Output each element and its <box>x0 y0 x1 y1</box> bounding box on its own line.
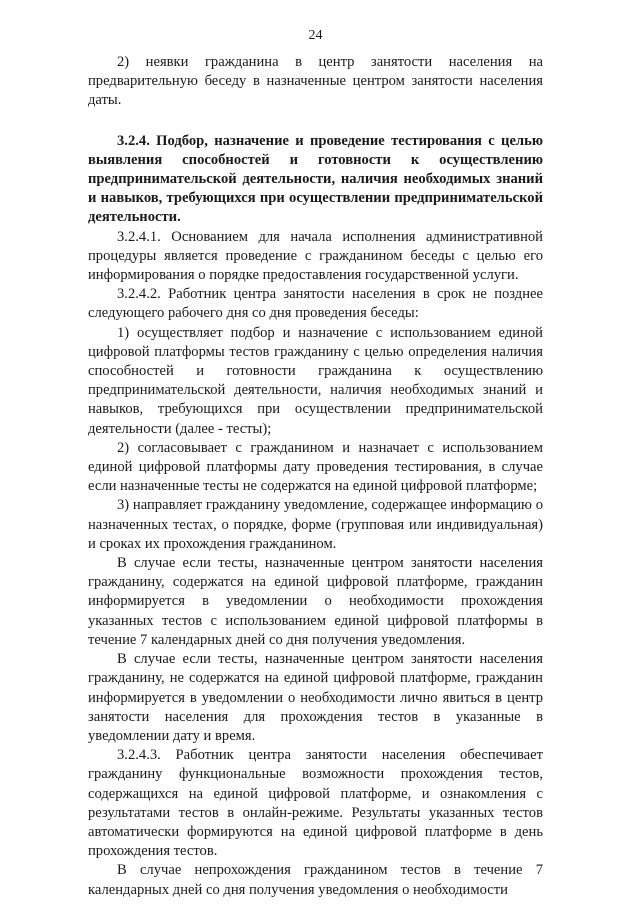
paragraph-non-completion: В случае непрохождения гражданином тестов в течение 7 календарных дней со дня получения уведомления о необходимости <box>88 862 543 898</box>
paragraph-tests-not-on-platform: В случае если тесты, назначенные центром занятости населения гражданину, не содержатся на единой цифровой платформе, гражданин информируется в уведомлении о необходимости лично явиться в центр занятости населения для прохождения тестов в указанные в уведомлении дату и время. <box>88 651 543 744</box>
paragraph-item-2: 2) неявки гражданина в центр занятости населения на предварительную беседу в назначенные центром занятости населения даты. <box>88 54 543 109</box>
paragraph-3-2-4-3: 3.2.4.3. Работник центра занятости населения обеспечивает гражданину функциональные возможности прохождения тестов, содержащихся на единой цифровой платформе, и ознакомления с результатами тестов в онлайн-режиме. Результаты указанных тестов автоматически формируются на единой цифровой платформе в день прохождения тестов. <box>88 747 543 860</box>
paragraph-3-2-4-2: 3.2.4.2. Работник центра занятости населения в срок не позднее следующего рабочего дня со дня проведения беседы: <box>88 286 543 322</box>
section-heading-3-2-4: 3.2.4. Подбор, назначение и проведение тестирования с целью выявления способностей и готовности к осуществлению предпринимательской деятельности, наличия необходимых знаний и навыков, требующихся при осуществлении предпринимательской деятельности. <box>88 132 543 226</box>
paragraph-tests-on-platform: В случае если тесты, назначенные центром занятости населения гражданину, содержатся на единой цифровой платформе, гражданин информируется в уведомлении о необходимости прохождения указанных тестов с использованием единой цифровой платформы в течение 7 календарных дней со дня получения уведомления. <box>88 555 543 648</box>
list-item-1: 1) осуществляет подбор и назначение с использованием единой цифровой платформы тестов гражданину с целью определения наличия способностей и готовности гражданина к осуществлению предпринимательской деятельности, наличия необходимых знаний и навыков, требующихся при осуществлении предпринимательской деятельности (далее - тесты); <box>88 324 543 437</box>
document-body <box>88 53 543 900</box>
list-item-2: 2) согласовывает с гражданином и назначает с использованием единой цифровой платформы дату проведения тестирования, в случае если назначенные тесты не содержатся на единой цифровой платформе; <box>88 439 543 495</box>
page-number: 24 <box>308 28 323 43</box>
paragraph-3-2-4-1: 3.2.4.1. Основанием для начала исполнения административной процедуры является проведение с гражданином беседы с целью его информирования о порядке предоставления государственной услуги. <box>88 228 543 284</box>
list-item-3: 3) направляет гражданину уведомление, содержащее информацию о назначенных тестах, о порядке, форме (групповая или индивидуальная) и сроках их прохождения гражданином. <box>88 497 543 552</box>
